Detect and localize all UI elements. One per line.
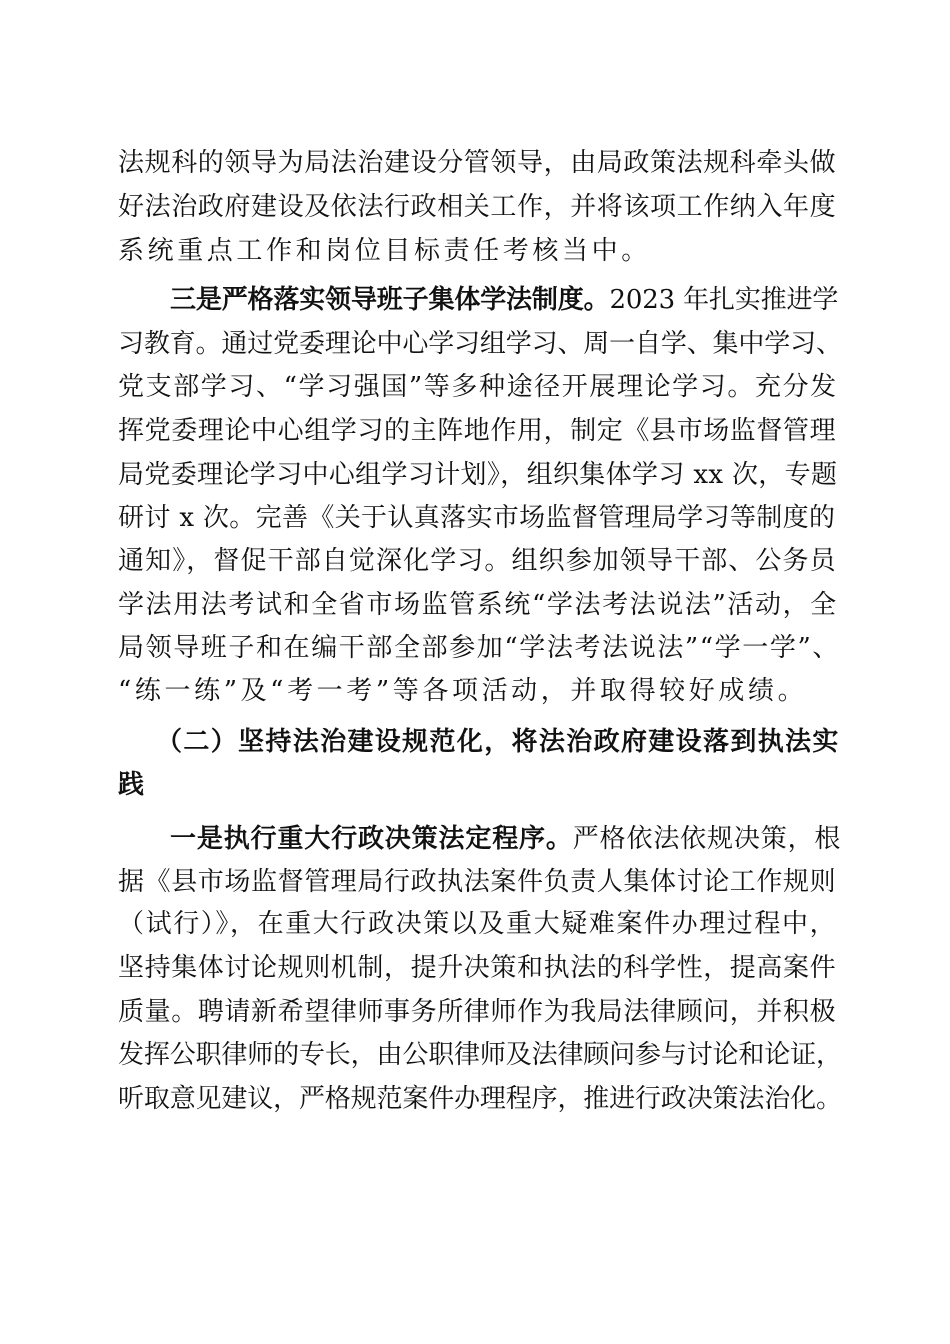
paragraph-line: 系统重点工作和岗位目标责任考核当中。 [118,236,651,266]
paragraph-lead: 三是严格落实领导班子集体学法制度。 [170,285,610,315]
paragraph-line: 学法用法考试和全省市场监管系统“学法考法说法”活动，全 [118,590,838,620]
paragraph-line: 习教育。通过党委理论中心学习组学习、周一自学、集中学习、 [118,329,842,359]
paragraph-line: 局党委理论学习中心组学习计划》，组织集体学习 xx 次，专题 [118,460,838,490]
paragraph-line: 坚持集体讨论规则机制，提升决策和执法的科学性，提高案件 [118,953,837,983]
section-heading-continued: 践 [118,770,148,800]
paragraph-line: 发挥公职律师的专长，由公职律师及法律顾问参与讨论和论证， [118,1040,842,1070]
paragraph-line: “练一练”及“考一考”等各项活动，并取得较好成绩。 [118,676,808,706]
paragraph-line: 局领导班子和在编干部全部参加“学法考法说法”“学一学”、 [118,633,840,663]
paragraph-first-line [170,819,841,859]
paragraph-line: 质量。聘请新希望律师事务所律师作为我局法律顾问，并积极 [118,997,837,1027]
paragraph-lead: 一是执行重大行政决策法定程序。 [170,824,573,854]
paragraph-line: 据《县市场监督管理局行政执法案件负责人集体讨论工作规则 [118,867,837,897]
paragraph-line: 研讨 x 次。完善《关于认真落实市场监督管理局学习等制度的 [118,503,836,533]
paragraph-line: 听取意见建议，严格规范案件办理程序，推进行政决策法治化。 [118,1084,842,1114]
paragraph-text: 严格依法依规决策，根 [572,824,842,854]
paragraph-first-line [170,280,838,320]
paragraph-text: 2023 年扎实推进学 [609,285,839,315]
paragraph-line: 好法治政府建设及依法行政相关工作，并将该项工作纳入年度 [118,192,837,222]
paragraph-line: 通知》，督促干部自觉深化学习。组织参加领导干部、公务员 [118,546,837,576]
paragraph-line: （试行）》，在重大行政决策以及重大疑难案件办理过程中， [118,909,838,939]
paragraph-line: 党支部学习、“学习强国”等多种途径开展理论学习。充分发 [118,372,838,402]
section-heading: （二）坚持法治建设规范化，将法治政府建设落到执法实 [156,727,840,757]
paragraph-line: 法规科的领导为局法治建设分管领导，由局政策法规科牵头做 [118,148,837,178]
paragraph-line: 挥党委理论中心组学习的主阵地作用，制定《县市场监督管理 [118,416,837,446]
